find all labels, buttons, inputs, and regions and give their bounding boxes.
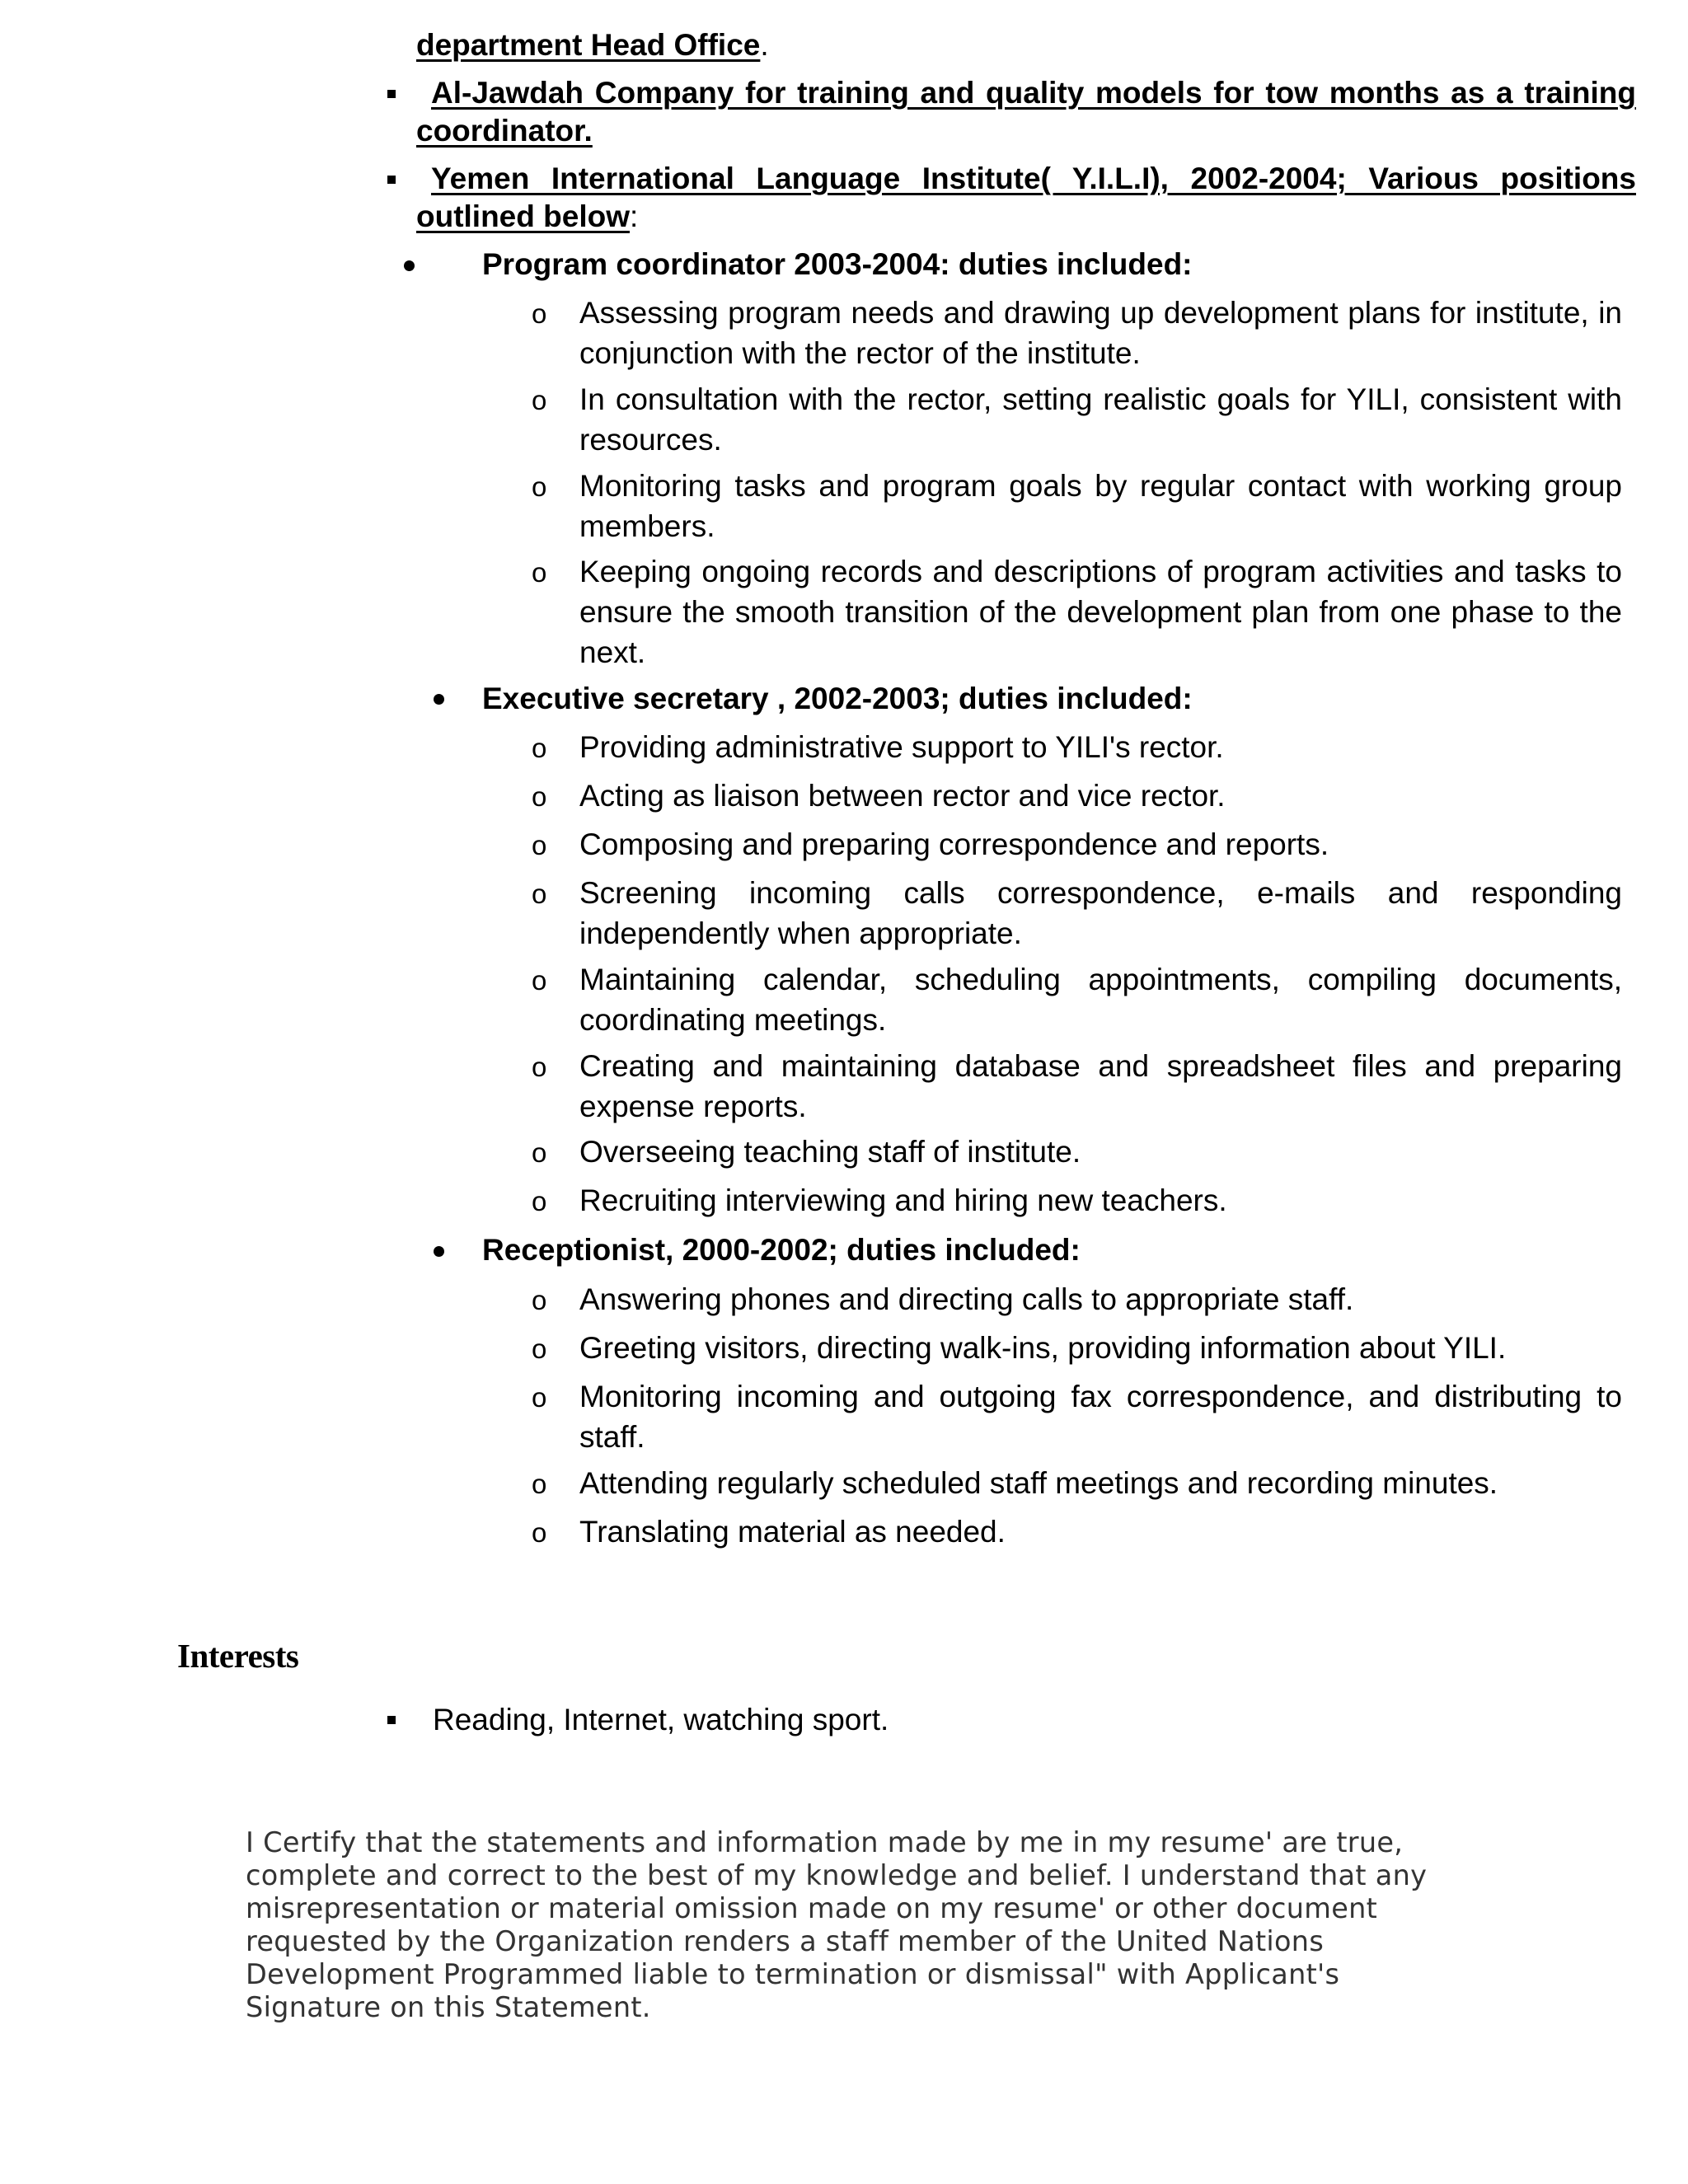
circle-bullet-icon: o [532, 1517, 547, 1548]
square-bullet-icon [387, 1716, 396, 1724]
experience-trailing: : [629, 199, 639, 233]
duty-item: Maintaining calendar, scheduling appointments, compiling documents, coordinating meetings. [579, 963, 1622, 1037]
duty-item: Composing and preparing correspondence and reports. [579, 827, 1329, 861]
duty-item: Creating and maintaining database and spreadsheet files and preparing expense reports. [579, 1049, 1622, 1123]
duty-item: Screening incoming calls correspondence, e-mails and responding independently when appropriate. [579, 876, 1622, 950]
circle-bullet-icon: o [532, 1186, 547, 1216]
duty-item: Providing administrative support to YILI's rector. [579, 730, 1224, 764]
experience-text: Al-Jawdah Company for training and quality models for tow months as a training coordinator. [416, 76, 1636, 148]
duty-item: Keeping ongoing records and descriptions of program activities and tasks to ensure the smooth transition of the development plan from one phase to the next. [579, 555, 1622, 669]
circle-bullet-icon: o [532, 385, 547, 415]
continuation-line [416, 26, 1636, 64]
circle-bullet-icon: o [532, 557, 547, 588]
circle-bullet-icon: o [532, 471, 547, 502]
duty-item: Assessing program needs and drawing up development plans for institute, in conjunction with the rector of the institute. [579, 296, 1622, 370]
circle-bullet-icon: o [532, 781, 547, 812]
circle-bullet-icon: o [532, 1052, 547, 1082]
duty-item: Recruiting interviewing and hiring new teachers. [579, 1183, 1227, 1217]
circle-bullet-icon: o [532, 1333, 547, 1364]
circle-bullet-icon: o [532, 879, 547, 909]
duty-item: Translating material as needed. [579, 1515, 1006, 1549]
duty-item: Monitoring incoming and outgoing fax correspondence, and distributing to staff. [579, 1380, 1622, 1454]
experience-text: Yemen International Language Institute( Y.I.L.I), 2002-2004; Various positions outlined below [416, 162, 1636, 233]
circle-bullet-icon: o [532, 1137, 547, 1168]
round-bullet-icon [434, 694, 444, 705]
duty-item: Overseeing teaching staff of institute. [579, 1135, 1081, 1169]
duty-item: Monitoring tasks and program goals by regular contact with working group members. [579, 469, 1622, 543]
round-bullet-icon [404, 260, 415, 271]
square-bullet-icon [387, 176, 396, 184]
circle-bullet-icon: o [532, 1382, 547, 1413]
interests-heading: Interests [177, 1637, 299, 1675]
role-heading: Receptionist, 2000-2002; duties included: [482, 1233, 1081, 1267]
duty-item: Greeting visitors, directing walk-ins, providing information about YILI. [579, 1331, 1507, 1365]
square-bullet-icon [387, 90, 396, 98]
round-bullet-icon [434, 1246, 444, 1257]
experience-item [416, 74, 1636, 150]
interest-item: Reading, Internet, watching sport. [433, 1703, 889, 1736]
certification-statement: I Certify that the statements and information made by me in my resume' are true, complete and correct to the best of my knowledge and belief. I understand that any misrepresentation or material omission made on my resume' or other document requested by the Organization renders a staff member of the United Nations Development Programmed liable to termination or dismissal" with Applicant's Signature on this Statement. [246, 1826, 1428, 2023]
duty-item: Answering phones and directing calls to appropriate staff. [579, 1282, 1354, 1316]
circle-bullet-icon: o [532, 830, 547, 860]
role-heading: Executive secretary , 2002-2003; duties included: [482, 682, 1193, 715]
role-heading: Program coordinator 2003-2004: duties included: [482, 247, 1193, 281]
duty-item: In consultation with the rector, setting realistic goals for YILI, consistent with resources. [579, 382, 1622, 457]
experience-item [416, 160, 1636, 236]
circle-bullet-icon: o [532, 1469, 547, 1499]
continuation-text: department Head Office [416, 28, 761, 62]
circle-bullet-icon: o [532, 733, 547, 763]
duty-item: Acting as liaison between rector and vice rector. [579, 779, 1226, 813]
continuation-trailing: . [760, 28, 769, 62]
duty-item: Attending regularly scheduled staff meetings and recording minutes. [579, 1466, 1498, 1500]
circle-bullet-icon: o [532, 1285, 547, 1315]
circle-bullet-icon: o [532, 298, 547, 329]
circle-bullet-icon: o [532, 965, 547, 996]
